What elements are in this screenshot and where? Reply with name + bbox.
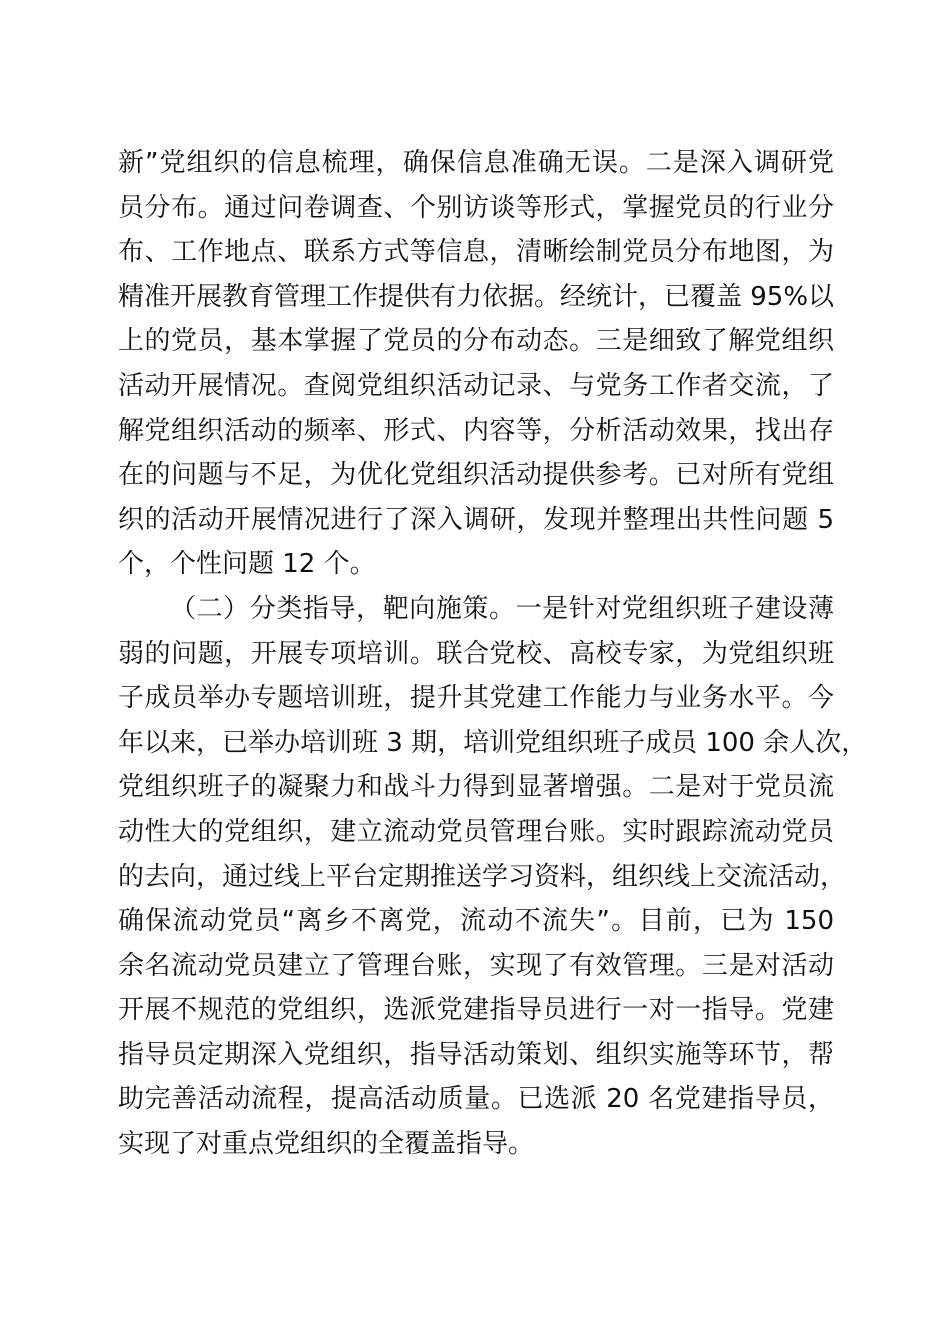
text-line: 子成员举办专题培训班，提升其党建工作能力与业务水平。今 [118, 683, 834, 714]
text-line: 确保流动党员“离乡不离党，流动不流失”。目前，已为 150 [118, 906, 834, 937]
paragraph-guidance [118, 587, 868, 1167]
section-heading-line: （二）分类指导，靶向施策。一是针对党组织班子建设薄 [170, 593, 834, 624]
text-line: 助完善活动流程，提高活动质量。已选派 20 名党建指导员， [118, 1084, 834, 1115]
text-line: 实现了对重点党组织的全覆盖指导。 [118, 1129, 535, 1160]
paragraph-survey [118, 141, 834, 587]
text-line: 活动开展情况。查阅党组织活动记录、与党务工作者交流，了 [118, 370, 834, 401]
text-line: 余名流动党员建立了管理台账，实现了有效管理。三是对活动 [118, 950, 834, 981]
text-line: 在的问题与不足，为优化党组织活动提供参考。已对所有党组 [118, 460, 834, 491]
text-line: 上的党员，基本掌握了党员的分布动态。三是细致了解党组织 [118, 326, 834, 357]
text-line: 解党组织活动的频率、形式、内容等，分析活动效果，找出存 [118, 415, 834, 446]
text-line: 员分布。通过问卷调查、个别访谈等形式，掌握党员的行业分 [118, 192, 834, 223]
text-line: 动性大的党组织，建立流动党员管理台账。实时跟踪流动党员 [118, 816, 834, 847]
document-page [118, 141, 868, 1167]
text-line: 个，个性问题 12 个。 [118, 549, 376, 580]
text-line: 指导员定期深入党组织，指导活动策划、组织实施等环节，帮 [118, 1039, 834, 1070]
text-line: 织的活动开展情况进行了深入调研，发现并整理出共性问题 5 [118, 504, 834, 535]
text-line: 年以来，已举办培训班 3 期，培训党组织班子成员 100 余人次， [118, 727, 868, 758]
text-line: 弱的问题，开展专项培训。联合党校、高校专家，为党组织班 [118, 638, 834, 669]
text-line: 精准开展教育管理工作提供有力依据。经统计，已覆盖 95%以 [118, 281, 835, 312]
text-line: 新”党组织的信息梳理，确保信息准确无误。二是深入调研党 [118, 148, 834, 178]
text-line: 布、工作地点、联系方式等信息，清晰绘制党员分布地图，为 [118, 237, 834, 268]
text-line: 的去向，通过线上平台定期推送学习资料，组织线上交流活动， [118, 861, 847, 892]
text-line: 党组织班子的凝聚力和战斗力得到显著增强。二是对于党员流 [118, 772, 834, 803]
text-line: 开展不规范的党组织，选派党建指导员进行一对一指导。党建 [118, 995, 834, 1026]
